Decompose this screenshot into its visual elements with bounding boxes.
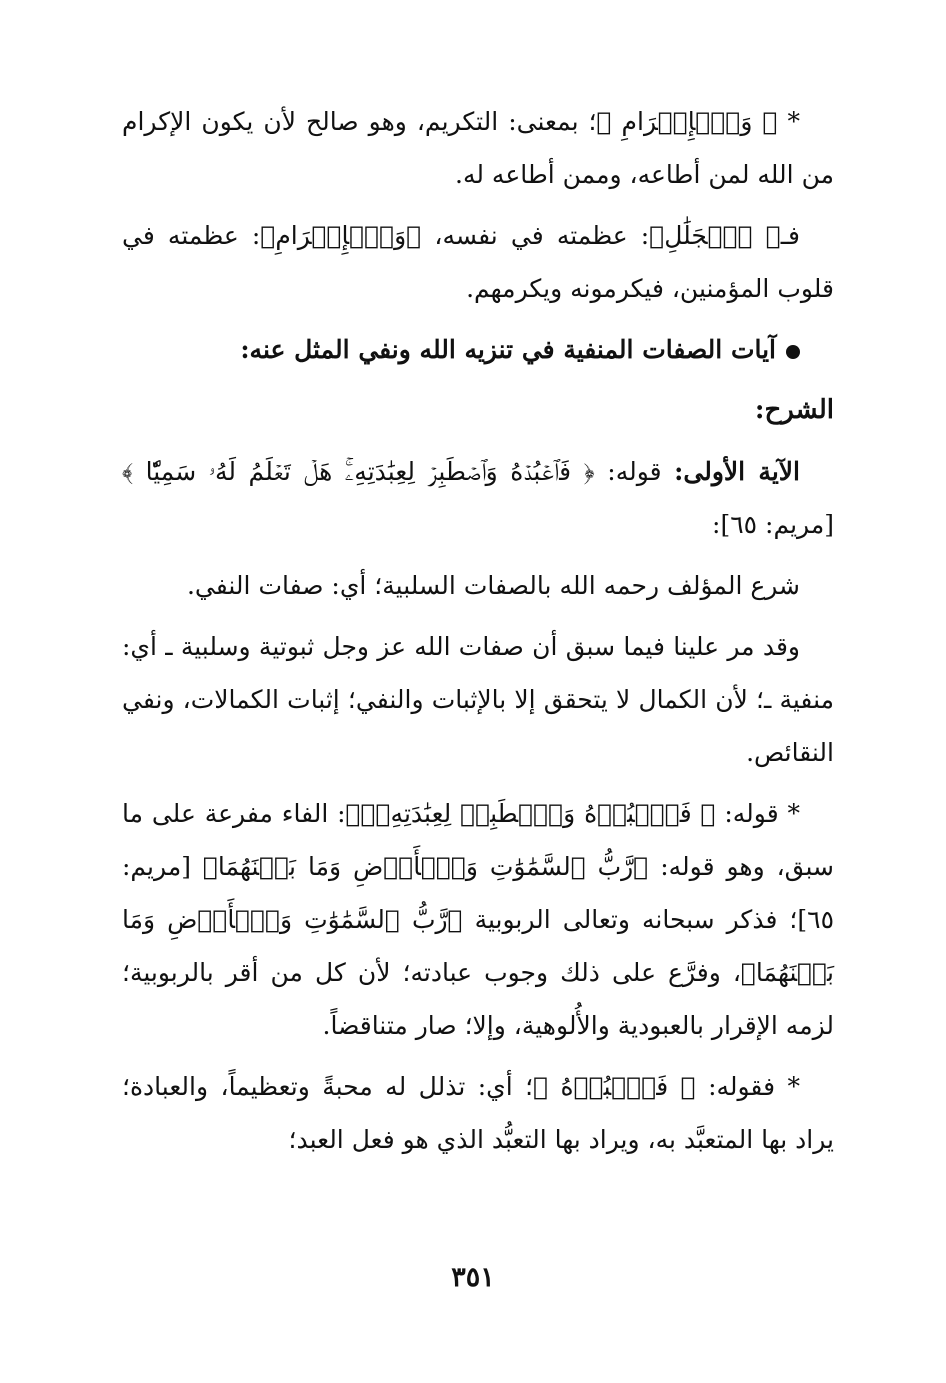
bullet-icon	[786, 345, 800, 359]
paragraph-fa-tafri: * قوله: ﴿ فَٱعۡبُدۡهُ وَٱصۡطَبِرۡ لِعِبَٰدَتِهِۦۚ﴾: الفاء مفرعة على ما سبق، وهو قوله: ﴿رَّبُّ ٱلسَّمَٰوَٰتِ وَٱلۡأَرۡضِ وَمَا بَيۡنَهُمَا﴾ [مريم: ٦٥]؛ فذكر سبحانه وتعالى الربوبية ﴿رَّبُّ ٱلسَّمَٰوَٰتِ وَٱلۡأَرۡضِ وَمَا بَيۡنَهُمَا﴾، وفرَّع على ذلك وجوب عبادته؛ لأن كل من أقر بالربوبية؛ لزمه الإقرار بالعبودية والأُلوهية، وإلا؛ صار متناقضاً.	[122, 799, 834, 1040]
section-heading	[122, 323, 834, 376]
page-number: ٣٥١	[451, 1262, 495, 1293]
paragraph-worship: * فقوله: ﴿ فَٱعۡبُدۡهُ ﴾؛ أي: تذلل له محبةً وتعظيماً، والعبادة؛ يراد بها المتعبَّد به، ويراد بها التعبُّد الذي هو فعل العبد؛	[122, 1072, 834, 1154]
ayah-label: الآية الأولى:	[674, 457, 801, 486]
paragraph-first-ayah	[122, 445, 834, 551]
ayah-text: قوله: ﴿ فَٱعۡبُدۡهُ وَٱصۡطَبِرۡ لِعِبَٰدَتِهِۦۚ هَلۡ تَعۡلَمُ لَهُۥ سَمِيّٗا ﴾ [مريم: ٦٥]:	[122, 457, 834, 539]
paragraph-ikram: * ﴿ وَٱلۡإِكۡرَامِ ﴾؛ بمعنى: التكريم، وهو صالح لأن يكون الإكرام من الله لمن أطاعه، وممن أطاعه له.	[122, 107, 834, 189]
paragraph-negative-attributes: شرع المؤلف رحمه الله بالصفات السلبية؛ أي: صفات النفي.	[186, 571, 800, 600]
paragraph-affirmation-negation: وقد مر علينا فيما سبق أن صفات الله عز وجل ثبوتية وسلبية ـ أي: منفية ـ؛ لأن الكمال لا يتحقق إلا بالإثبات والنفي؛ إثبات الكمالات، ونفي النقائص.	[122, 632, 834, 767]
page-body	[122, 95, 834, 1174]
section-heading-text: آيات الصفات المنفية في تنزيه الله ونفي المثل عنه:	[240, 335, 776, 364]
sharh-heading: الشرح:	[754, 395, 834, 425]
paragraph-jalal: فـ﴿ ٱلۡجَلَٰلِ﴾: عظمته في نفسه، ﴿وَٱلۡإِكۡرَامِ﴾: عظمته في قلوب المؤمنين، فيكرمونه ويكرمهم.	[122, 221, 834, 303]
